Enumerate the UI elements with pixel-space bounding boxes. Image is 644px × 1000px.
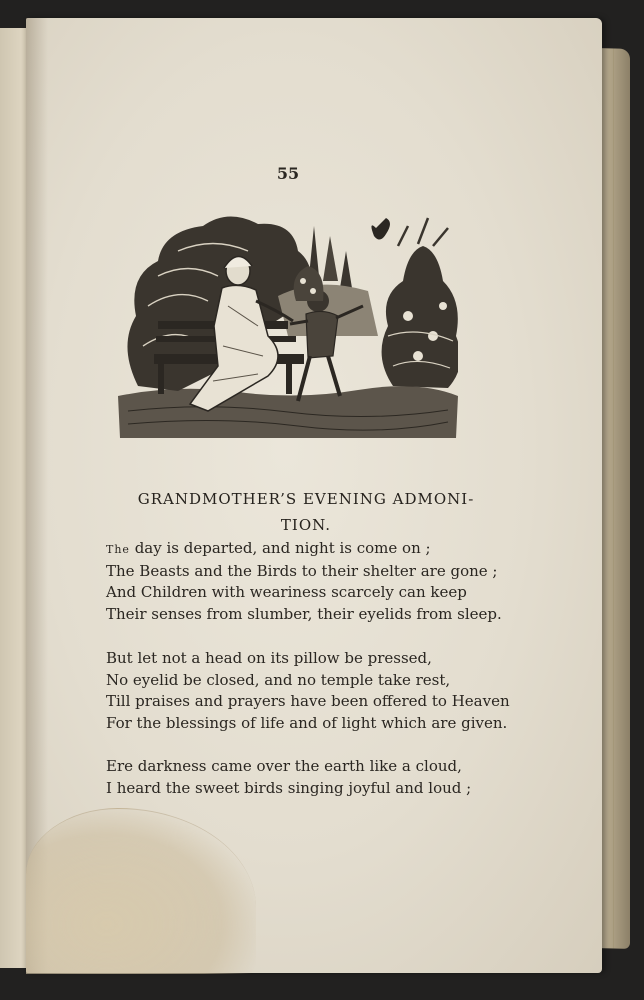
poem-title-line-1: GRANDMOTHER’S EVENING ADMONI- bbox=[137, 490, 475, 508]
verse-line: Till praises and prayers have been offered to Heaven bbox=[106, 692, 510, 710]
verse-line: The Beasts and the Birds to their shelter are gone ; bbox=[106, 561, 498, 580]
verse-line: Their senses from slumber, their eyelids from sleep. bbox=[106, 604, 502, 623]
poem-title bbox=[86, 486, 526, 538]
page-number: 55 bbox=[276, 164, 300, 183]
verse-line: Ere darkness came over the earth like a cloud, bbox=[106, 757, 462, 775]
stanza-2 bbox=[106, 648, 510, 734]
verse-line bbox=[106, 538, 506, 561]
water-stain bbox=[26, 808, 256, 974]
book-page bbox=[26, 18, 602, 973]
verse-small-caps-opening: The bbox=[106, 543, 130, 556]
verse-line: I heard the sweet birds singing joyful and loud ; bbox=[106, 778, 472, 797]
verse-line: For the blessings of life and of light which are given. bbox=[106, 713, 508, 732]
stanza-3 bbox=[106, 756, 506, 799]
woodcut-illustration-icon bbox=[118, 206, 458, 441]
poem-title-line-2: TION. bbox=[280, 516, 332, 534]
stanza-1 bbox=[106, 538, 506, 625]
verse-line-text: day is departed, and night is come on ; bbox=[129, 539, 431, 557]
verse-line: But let not a head on its pillow be pressed, bbox=[106, 649, 432, 667]
verse-line: And Children with weariness scarcely can keep bbox=[106, 583, 467, 601]
verse-line: No eyelid be closed, and no temple take rest, bbox=[106, 670, 451, 689]
page-gutter-shadow bbox=[26, 18, 48, 973]
